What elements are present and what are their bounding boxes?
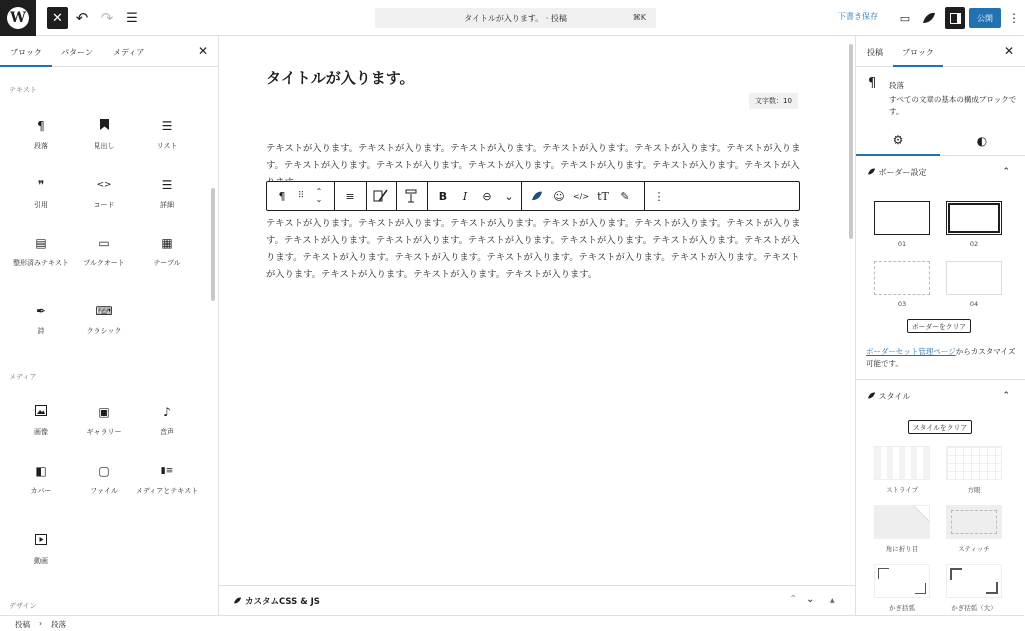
option-label: 02 [969, 240, 979, 248]
wordpress-icon: W [7, 7, 29, 29]
border-option-03[interactable] [872, 261, 932, 308]
breadcrumb-post[interactable]: 投稿 [15, 620, 30, 629]
wordpress-logo[interactable] [0, 0, 36, 36]
chevron-up-icon[interactable]: ⌃ [1002, 167, 1010, 177]
block-video[interactable] [6, 532, 76, 567]
table-icon: ▦ [161, 236, 173, 250]
style-settings-header[interactable] [867, 391, 910, 402]
document-overview-icon[interactable]: ☰ [126, 10, 138, 26]
paragraph-block[interactable]: テキストが入ります。テキストが入ります。テキストが入ります。テキストが入ります。テキストが入ります。テキストが入ります。テキストが入ります。テキストが入ります。テキストが入ります。テキストが入ります。テキストが入ります。テキストが入 [266, 143, 801, 171]
italic-button[interactable]: I [462, 189, 468, 203]
editor-canvas [219, 36, 855, 585]
scroll-up-arrow-icon[interactable]: ▲ [830, 597, 835, 604]
command-palette[interactable] [375, 8, 656, 28]
breadcrumb-separator: › [39, 619, 42, 628]
block-verse[interactable] [6, 302, 76, 337]
theme-brand-icon[interactable] [920, 7, 938, 29]
border-preset-link[interactable]: ボーダーセット管理ページ [866, 347, 956, 356]
block-label: ファイル [90, 487, 118, 495]
option-label: 角に折り目 [885, 545, 919, 553]
block-label: 詳細 [160, 201, 174, 209]
settings-sidebar [855, 36, 1024, 615]
breadcrumb-paragraph[interactable]: 段落 [51, 620, 66, 629]
custom-css-js-panel [219, 585, 855, 615]
options-icon[interactable]: ⋮ [1008, 11, 1020, 25]
section-title: ボーダー設定 [878, 168, 927, 177]
toolbar-divider [644, 182, 645, 210]
block-classic[interactable] [69, 302, 139, 337]
block-pullquote[interactable] [69, 234, 139, 269]
block-label: ギャラリー [86, 428, 122, 436]
chevron-up-icon: ⌃ [315, 187, 323, 196]
block-label: 見出し [93, 142, 115, 150]
block-label: 画像 [34, 428, 48, 436]
settings-tabs [856, 36, 1025, 67]
drag-handle-icon[interactable]: ⠿ [297, 191, 305, 201]
custom-css-js-title[interactable] [233, 595, 320, 607]
option-label: 方眼 [967, 486, 981, 494]
block-gallery[interactable] [69, 403, 139, 438]
style-preview [874, 505, 930, 539]
option-label: スティッチ [958, 545, 990, 553]
border-preview [874, 201, 930, 235]
border-preview [946, 261, 1002, 295]
settings-toggle-button[interactable] [945, 7, 965, 29]
clear-style-button[interactable]: スタイルをクリア [908, 420, 972, 434]
toolbar-divider [366, 182, 367, 210]
option-label: 04 [969, 300, 979, 308]
bold-button[interactable]: B [438, 189, 448, 203]
block-label: メディアとテキスト [135, 487, 199, 495]
tab-post[interactable]: 投稿 [867, 48, 883, 57]
option-label: かぎ括弧 [889, 604, 915, 612]
block-preformatted[interactable] [6, 234, 76, 269]
style-preview [946, 505, 1002, 539]
keyboard-icon: ⌨ [95, 304, 113, 318]
clear-border-button[interactable]: ボーダーをクリア [907, 319, 971, 333]
style-option-grid[interactable] [944, 446, 1004, 494]
leaf-icon [867, 168, 876, 175]
border-preview [874, 261, 930, 295]
close-icon[interactable]: ✕ [197, 44, 208, 58]
block-media-text[interactable] [132, 462, 202, 497]
paragraph-icon[interactable]: ¶ [278, 189, 286, 203]
block-file[interactable] [69, 462, 139, 497]
block-options-icon[interactable]: ⋮ [653, 189, 665, 203]
chevron-up-icon[interactable]: ⌃ [1002, 391, 1010, 401]
save-draft-button[interactable]: 下書き保存 [838, 12, 878, 21]
publish-button[interactable]: 公開 [969, 8, 1001, 28]
post-title[interactable]: タイトルが入ります。 [266, 69, 415, 87]
block-details[interactable] [132, 176, 202, 211]
block-settings-tabs [856, 125, 1025, 156]
style-option-kakko-large[interactable] [944, 564, 1004, 612]
chevron-up-icon[interactable]: ⌃ [789, 594, 798, 605]
emoji-icon[interactable]: ☺ [553, 189, 565, 203]
theme-leaf-icon[interactable] [526, 182, 548, 210]
sidebar-icon [950, 13, 961, 24]
details-icon: ☰ [161, 178, 173, 192]
close-inserter-button[interactable]: ✕ [47, 7, 68, 29]
block-list[interactable] [132, 117, 202, 152]
border-preset-note [866, 346, 1016, 370]
inserter-tabs [0, 36, 219, 67]
block-label: リスト [156, 142, 178, 150]
more-formats-icon[interactable]: ⌄ [504, 189, 514, 203]
block-label: 音声 [160, 428, 174, 436]
paragraph-icon: ¶ [37, 119, 45, 133]
audio-icon: ♪ [163, 405, 171, 419]
pen-icon: ✒ [35, 304, 47, 318]
toolbar-divider [334, 182, 335, 210]
border-preview [946, 201, 1002, 235]
block-quote[interactable] [6, 176, 76, 211]
scrollbar[interactable] [211, 188, 215, 301]
option-label: 01 [897, 240, 907, 248]
word-count-badge: 文字数：10 [749, 93, 798, 109]
block-label: プルクオート [83, 259, 125, 267]
close-icon[interactable]: ✕ [1003, 44, 1014, 58]
style-option-stitch[interactable] [944, 505, 1004, 553]
section-title: スタイル [878, 392, 911, 401]
style-option-fold[interactable] [872, 505, 932, 553]
paragraph-block[interactable]: テキストが入ります。テキストが入ります。テキストが入ります。テキストが入ります。テキストが入ります。テキストが入ります。テキストが入ります。テキストが入ります。テキストが入ります。テキストが入ります。テキストが入ります。テキストが入ります。テキストが入ります。テキストが入ります。テキストが入ります。テキストが入ります。テキストが入ります。テキストが入ります。テキストが入ります。テキストが入ります。テキストが入ります。 [266, 218, 801, 280]
block-table[interactable] [132, 234, 202, 269]
chevron-down-icon: ⌄ [315, 195, 323, 204]
list-icon: ☰ [161, 119, 173, 133]
quote-icon: ❞ [37, 178, 45, 192]
category-text: テキスト [9, 86, 37, 94]
leaf-icon [922, 12, 936, 24]
text-size-icon[interactable]: tT [597, 189, 609, 203]
code-icon: <> [96, 180, 112, 190]
tab-patterns[interactable]: パターン [61, 48, 93, 57]
tab-block[interactable]: ブロック [902, 48, 934, 57]
block-cover[interactable] [6, 462, 76, 497]
breadcrumb [0, 615, 1024, 631]
style-preview [946, 446, 1002, 480]
tab-media[interactable]: メディア [113, 48, 145, 57]
style-option-stripe[interactable] [872, 446, 932, 494]
divider [856, 379, 1025, 380]
block-label: 動画 [34, 557, 48, 565]
pullquote-icon: ▭ [98, 236, 110, 250]
scrollbar[interactable] [849, 44, 853, 239]
link-icon[interactable]: ⊖ [482, 189, 492, 203]
panel-label: カスタムCSS & JS [245, 597, 320, 607]
spacing-icon[interactable] [399, 182, 423, 210]
highlight-icon[interactable]: ✎ [620, 189, 630, 203]
folder-icon: ▢ [98, 464, 110, 478]
style-preview [946, 564, 1002, 598]
style-preview [874, 564, 930, 598]
block-label: クラシック [86, 327, 122, 335]
block-label: 段落 [34, 142, 48, 150]
toolbar-divider [396, 182, 397, 210]
styles-icon[interactable]: ◐ [976, 133, 988, 148]
category-media: メディア [9, 373, 37, 381]
option-label: かぎ括弧（大） [951, 604, 997, 612]
block-label: カバー [30, 487, 52, 495]
border-option-01[interactable] [872, 201, 932, 248]
block-name: 段落 [889, 81, 904, 90]
media-text-icon: ▮≡ [160, 466, 174, 476]
style-option-kakko[interactable] [872, 564, 932, 612]
top-toolbar [0, 0, 1024, 36]
redo-icon[interactable]: ↷ [100, 9, 114, 27]
block-label: 整形済みテキスト [13, 259, 69, 267]
leaf-icon [233, 597, 242, 604]
block-heading[interactable] [69, 117, 139, 152]
block-toolbar [266, 181, 800, 211]
align-icon[interactable]: ≡ [345, 189, 355, 203]
option-label: ストライプ [885, 486, 919, 494]
leaf-icon [867, 392, 876, 399]
block-paragraph[interactable] [6, 117, 76, 152]
move-up-down-icon[interactable] [311, 182, 327, 210]
command-shortcut: ⌘K [632, 13, 646, 22]
toolbar-divider [521, 182, 522, 210]
image-icon [6, 403, 76, 421]
block-label: テーブル [153, 259, 181, 267]
cover-icon: ◧ [35, 464, 47, 478]
block-label: 引用 [34, 201, 48, 209]
category-design: デザイン [9, 602, 37, 610]
block-image[interactable] [6, 403, 76, 438]
video-icon [6, 532, 76, 550]
border-settings-header[interactable] [867, 167, 927, 178]
block-audio[interactable] [132, 403, 202, 438]
gallery-icon: ▣ [98, 405, 110, 419]
command-title: タイトルが入ります。 · 投稿 [464, 13, 567, 23]
block-inserter-panel [0, 36, 219, 615]
style-preview [874, 446, 930, 480]
border-option-02[interactable] [944, 201, 1004, 248]
tab-blocks[interactable]: ブロック [10, 48, 42, 57]
inline-code-icon[interactable]: </> [572, 191, 590, 201]
chevron-down-icon[interactable]: ⌄ [806, 594, 815, 605]
border-option-04[interactable] [944, 261, 1004, 308]
block-style-icon[interactable] [370, 182, 392, 210]
bookmark-icon [69, 117, 139, 135]
paragraph-icon: ¶ [868, 76, 877, 91]
preset-note-text: からカスタマイズ可能です。 [866, 347, 1016, 368]
block-description: すべての文章の基本の構成ブロックです。 [889, 95, 1017, 116]
toolbar-divider [427, 182, 428, 210]
preview-icon[interactable]: ▭ [899, 11, 911, 25]
undo-icon[interactable]: ↶ [75, 9, 89, 27]
block-label: 詩 [37, 327, 45, 335]
block-label: コード [93, 201, 115, 209]
option-label: 03 [897, 300, 907, 308]
gear-icon[interactable]: ⚙ [856, 125, 940, 156]
preformatted-icon: ▤ [35, 236, 47, 250]
block-code[interactable] [69, 176, 139, 211]
